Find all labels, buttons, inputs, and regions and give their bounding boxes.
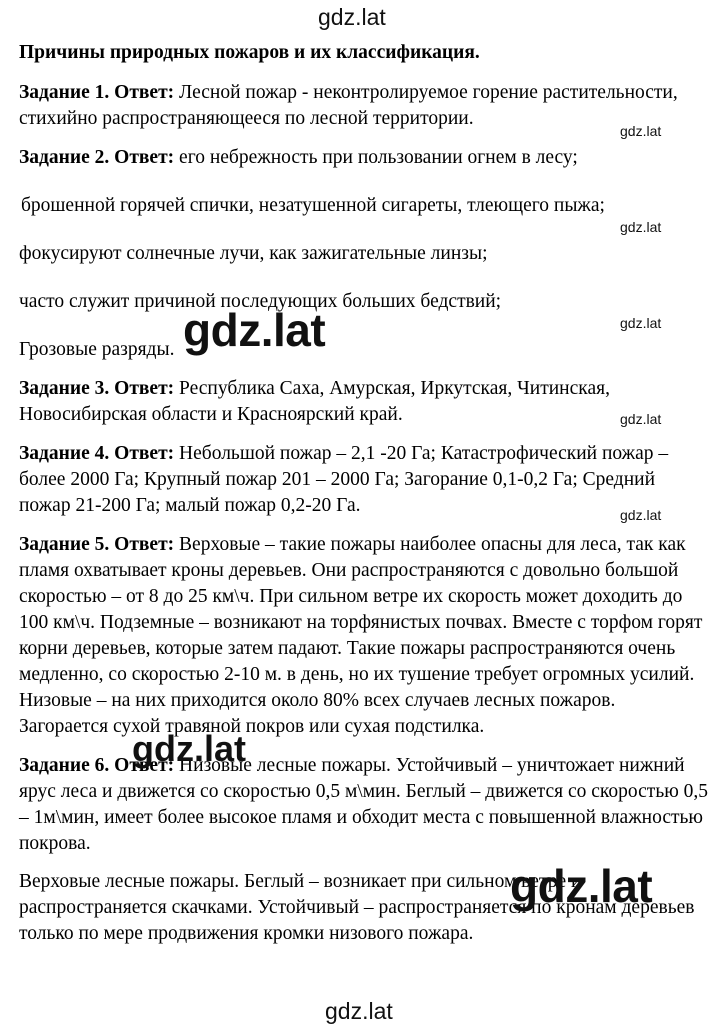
watermark-small: gdz.lat bbox=[620, 123, 662, 139]
watermark-large: gdz.lat bbox=[183, 304, 326, 356]
watermark-small: gdz.lat bbox=[620, 315, 662, 331]
watermark-small: gdz.lat bbox=[620, 219, 662, 235]
task-1 bbox=[19, 80, 709, 132]
task-3-paragraph bbox=[19, 376, 709, 428]
task-4-paragraph bbox=[19, 441, 709, 519]
task-4-text: Небольшой пожар – 2,1 -20 Га; Катастрофический пожар – более 2000 Га; Крупный пожар 201 – 2000 Га; Загорание 0,1-0,2 Га; Средний пожар 21-200 Га; малый пожар 0,2-20 Га. bbox=[19, 443, 669, 516]
watermark-small: gdz.lat bbox=[620, 411, 662, 427]
task-2-line: Грозовые разряды. bbox=[19, 339, 175, 360]
watermark-top: gdz.lat bbox=[318, 4, 386, 30]
task-3-text: Республика Саха, Амурская, Иркутская, Читинская, Новосибирская области и Красноярский край. bbox=[19, 378, 610, 425]
watermark-medium: gdz.lat bbox=[132, 728, 246, 769]
task-2-paragraph bbox=[19, 145, 709, 171]
watermark-bottom: gdz.lat bbox=[325, 998, 393, 1024]
task-2 bbox=[19, 145, 709, 363]
task-6-paragraph bbox=[19, 753, 709, 857]
document-body bbox=[19, 40, 709, 960]
task-2-text: его небрежность при пользовании огнем в лесу; bbox=[179, 147, 578, 168]
task-6-extra: Верховые лесные пожары. Беглый – возникает при сильном ветре и распространяется скачками. Устойчивый – распространяется по кронам деревьев только по мере продвижения кромки низового пожара. bbox=[19, 871, 695, 944]
watermark-small: gdz.lat bbox=[620, 507, 662, 523]
task-6-text: Низовые лесные пожары. Устойчивый – уничтожает нижний ярус леса и движется со скоростью 0,5 м\мин. Беглый – движется со скоростью 0,5 – 1м\мин, имеет более высокое пламя и обходит места с повышенной влажностью покрова. bbox=[19, 755, 709, 854]
task-1-text: Лесной пожар - неконтролируемое горение растительности, стихийно распространяющееся по лесной территории. bbox=[19, 82, 678, 129]
task-4-lead: Задание 4. Ответ: bbox=[19, 443, 175, 464]
task-5-lead: Задание 5. Ответ: bbox=[19, 534, 175, 555]
task-5 bbox=[19, 532, 709, 740]
task-3-lead: Задание 3. Ответ: bbox=[19, 378, 175, 399]
task-4 bbox=[19, 441, 709, 519]
task-1-lead: Задание 1. Ответ: bbox=[19, 82, 175, 103]
document-title: Причины природных пожаров и их классификация. bbox=[19, 42, 480, 63]
task-2-lead: Задание 2. Ответ: bbox=[19, 147, 175, 168]
task-5-paragraph bbox=[19, 532, 709, 740]
task-2-line: фокусируют солнечные лучи, как зажигательные линзы; bbox=[19, 243, 488, 264]
task-6 bbox=[19, 753, 709, 947]
task-2-line: часто служит причиной последующих больших бедствий; bbox=[19, 291, 502, 312]
task-6-lead: Задание 6. Ответ: bbox=[19, 755, 175, 776]
task-2-line: брошенной горячей спички, незатушенной сигареты, тлеющего пыжа; bbox=[21, 195, 605, 216]
task-1-paragraph bbox=[19, 80, 709, 132]
task-3 bbox=[19, 376, 709, 428]
task-5-text: Верховые – такие пожары наиболее опасны для леса, так как пламя охватывает кроны деревьев. Они распространяются с довольно большой скоростью – от 8 до 25 км\ч. При сильном ветре их скорость может доходить до 100 км\ч. Подземные – возникают на торфянистых почвах. Вместе с торфом горят корни деревьев, которые затем падают. Такие пожары распространяются очень медленно, со скоростью 2-10 м. в день, но их тушение требует огромных усилий. Низовые – на них приходится около 80% всех случаев лесных пожаров. Загорается сухой травяной покров или сухая подстилка. bbox=[19, 534, 703, 737]
watermark-large: gdz.lat bbox=[510, 860, 653, 912]
